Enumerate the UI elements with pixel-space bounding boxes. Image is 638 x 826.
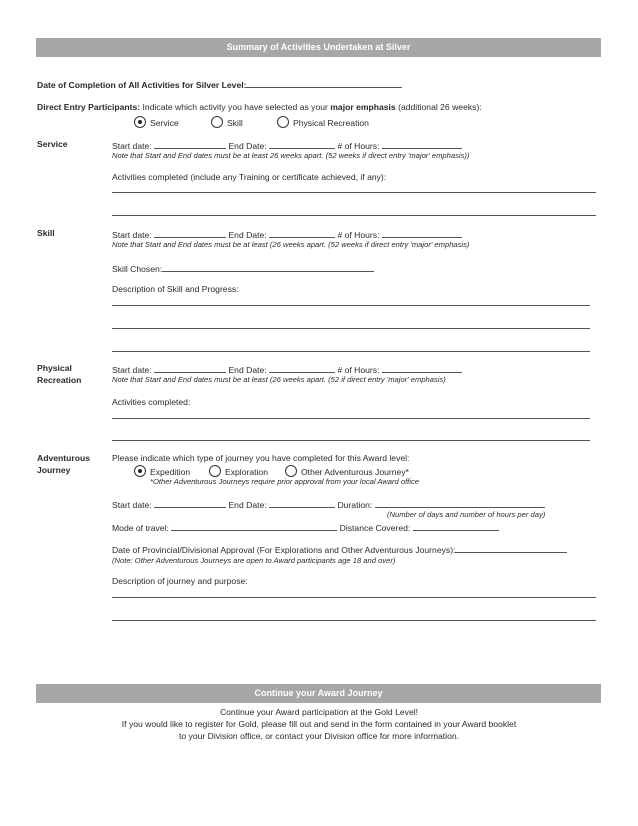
physical-hours-field[interactable] [382,363,462,373]
journey-duration-label: Duration: [337,500,373,510]
skill-heading: Skill [37,228,55,238]
skill-note: Note that Start and End dates must be at least (26 weeks apart. (52 weeks if direct entry 'major' emphasis) [112,240,470,249]
service-hours-field[interactable] [382,139,462,149]
service-start-label: Start date: [112,141,152,151]
service-hours-label: # of Hours: [337,141,380,151]
skill-hours-field[interactable] [382,228,462,238]
service-activities-label: Activities completed (include any Training or certificate achieved, if any): [112,172,387,182]
emphasis-option-physical-label: Physical Recreation [293,118,369,128]
summary-banner: Summary of Activities Undertaken at Silver [36,38,601,57]
journey-heading-1: Adventurous [37,453,90,463]
journey-prompt: Please indicate which type of journey you have completed for this Award level: [112,453,410,463]
radio-expedition[interactable] [134,465,146,477]
physical-start-field[interactable] [154,363,226,373]
physical-heading-1: Physical [37,363,72,373]
journey-description-label: Description of journey and purpose: [112,576,248,586]
direct-entry-text-after: (additional 26 weeks): [395,102,482,112]
skill-start-label: Start date: [112,230,152,240]
service-line-2[interactable] [112,215,596,216]
completion-date-field[interactable] [246,78,402,88]
emphasis-option-skill[interactable] [211,116,243,128]
skill-hours-label: # of Hours: [337,230,380,240]
physical-line-1[interactable] [112,418,590,419]
skill-chosen-row [112,262,374,274]
closing-line-3: to your Division office, or contact your Division office for more information. [178,731,460,741]
journey-mode-label: Mode of travel: [112,523,169,533]
journey-mode-field[interactable] [171,521,337,531]
skill-chosen-label: Skill Chosen: [112,264,163,274]
journey-dates-row [112,498,545,510]
skill-description-label: Description of Skill and Progress: [112,284,239,294]
service-end-field[interactable] [269,139,335,149]
physical-hours-label: # of Hours: [337,365,380,375]
direct-entry-emphasis: major emphasis [330,102,396,112]
skill-end-field[interactable] [269,228,335,238]
physical-heading-2: Recreation [37,375,82,385]
journey-option-expedition[interactable] [134,465,190,477]
skill-line-3[interactable] [112,351,590,352]
service-note: Note that Start and End dates must be at least 26 weeks apart. (52 weeks if direct entry 'major' emphasis)) [112,151,470,160]
journey-distance-label: Distance Covered: [339,523,411,533]
closing-line-1: Continue your Award participation at the Gold Level! [219,707,419,717]
completion-label [37,78,402,90]
journey-mode-row [112,521,499,533]
radio-other-journey[interactable] [285,465,297,477]
continue-banner: Continue your Award Journey [36,684,601,703]
direct-entry-line [37,102,482,112]
skill-start-field[interactable] [154,228,226,238]
journey-line-2[interactable] [112,620,596,621]
physical-start-label: Start date: [112,365,152,375]
completion-label-text: Date of Completion of All Activities for Silver Level: [37,80,247,90]
closing-line-2: If you would like to register for Gold, please fill out and send in the form contained in your Award booklet [121,719,517,729]
journey-approval-note: (Note: Other Adventurous Journeys are open to Award participants age 18 and over) [112,556,396,565]
journey-heading-2: Journey [37,465,71,475]
physical-end-field[interactable] [269,363,335,373]
radio-skill[interactable] [211,116,223,128]
emphasis-option-service-label: Service [150,118,179,128]
emphasis-option-skill-label: Skill [227,118,243,128]
skill-line-2[interactable] [112,328,590,329]
journey-approval-field[interactable] [455,543,567,553]
journey-end-field[interactable] [269,498,335,508]
skill-dates-row [112,228,462,240]
journey-approval-row [112,543,567,555]
journey-distance-field[interactable] [413,521,499,531]
skill-chosen-field[interactable] [162,262,374,272]
journey-start-field[interactable] [154,498,226,508]
journey-line-1[interactable] [112,597,596,598]
emphasis-option-physical[interactable] [277,116,369,128]
skill-line-1[interactable] [112,305,590,306]
journey-option-exploration[interactable] [209,465,268,477]
service-end-label: End Date: [228,141,267,151]
physical-end-label: End Date: [228,365,267,375]
physical-note: Note that Start and End dates must be at least (26 weeks apart. (52 if direct entry 'major' emphasis) [112,375,446,384]
service-heading: Service [37,139,68,149]
journey-approval-label: Date of Provincial/Divisional Approval (For Explorations and Other Adventurous Journeys): [112,545,456,555]
radio-physical-recreation[interactable] [277,116,289,128]
journey-start-label: Start date: [112,500,152,510]
service-start-field[interactable] [154,139,226,149]
direct-entry-label: Direct Entry Participants: [37,102,141,112]
journey-footnote: *Other Adventurous Journeys require prior approval from your local Award office [150,477,420,486]
physical-activities-label: Activities completed: [112,397,191,407]
journey-option-exploration-label: Exploration [225,467,268,477]
journey-option-other-label: Other Adventurous Journey* [301,467,409,477]
radio-service[interactable] [134,116,146,128]
skill-end-label: End Date: [228,230,267,240]
physical-line-2[interactable] [112,440,590,441]
journey-end-label: End Date: [228,500,267,510]
emphasis-option-service[interactable] [134,116,179,128]
radio-exploration[interactable] [209,465,221,477]
journey-duration-hint: (Number of days and number of hours per day) [387,510,546,519]
journey-option-expedition-label: Expedition [150,467,191,477]
journey-duration-field[interactable] [375,498,545,508]
service-line-1[interactable] [112,192,596,193]
service-dates-row [112,139,462,151]
physical-dates-row [112,363,462,375]
journey-option-other[interactable] [285,465,409,477]
direct-entry-text-before: Indicate which activity you have selected as your [140,102,331,112]
